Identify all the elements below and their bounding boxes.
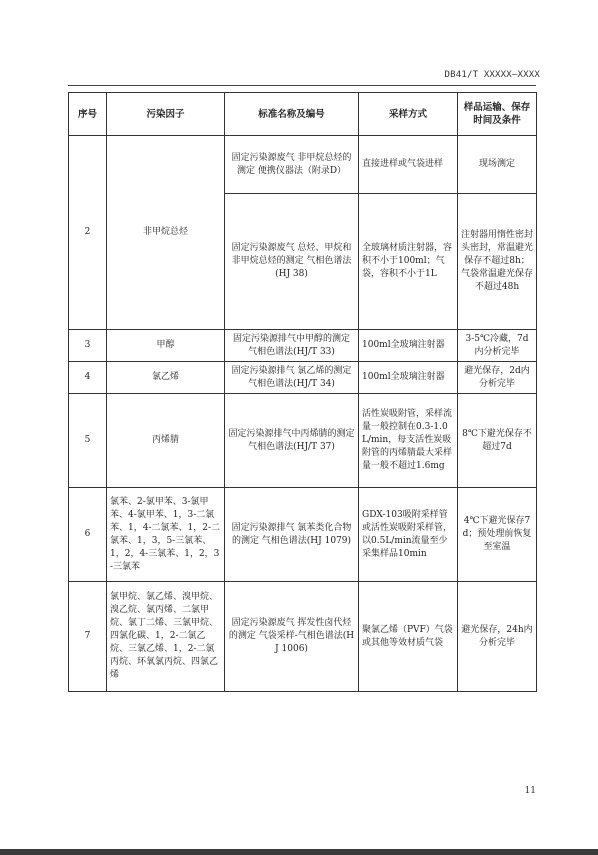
row-number: 6 (69, 488, 107, 582)
method-cell: 全玻璃材质注射器，容积不小于100ml；气袋，容积不小于1L (359, 194, 458, 330)
table-row (69, 330, 537, 362)
table-row (69, 582, 537, 692)
pollutant-cell: 氯苯、2-氯甲苯、3-氯甲苯、4-氯甲苯、1，3-二氯苯、1，4-二氯苯、1，2-二氯苯、1，3，5-三氯苯、1，2，4-三氯苯、1，2，3-三氯苯 (107, 488, 225, 582)
viewer-bottom-bar (0, 849, 598, 855)
document-code: DB41/T XXXXX—XXXX (444, 70, 540, 80)
col-header-pollutant: 污染因子 (107, 93, 225, 136)
pollutant-cell: 非甲烷总烃 (107, 136, 225, 330)
method-cell: 100ml全玻璃注射器 (359, 362, 458, 394)
standard-cell: 固定污染源排气中甲醇的测定 气相色谱法(HJ/T 33) (225, 330, 359, 362)
pollutant-cell: 氯乙烯 (107, 362, 225, 394)
standards-table (68, 92, 537, 692)
standard-cell: 固定污染源排气 氯苯类化合物的测定 气相色谱法(HJ 1079) (225, 488, 359, 582)
storage-cell: 3-5℃冷藏，7d内分析完毕 (458, 330, 537, 362)
storage-cell: 4℃下避光保存7d；预处理前恢复至室温 (458, 488, 537, 582)
col-header-standard: 标准名称及编号 (225, 93, 359, 136)
standard-cell: 固定污染源废气 非甲烷总烃的测定 便携仪器法（附录D） (225, 136, 359, 194)
method-cell: 100ml全玻璃注射器 (359, 330, 458, 362)
standard-cell: 固定污染源排气 氯乙烯的测定 气相色谱法(HJ/T 34) (225, 362, 359, 394)
storage-cell: 注射器用惰性密封头密封，常温避光保存不超过8h；气袋常温避光保存不超过48h (458, 194, 537, 330)
pollutant-cell: 氯甲烷、氯乙烯、溴甲烷、溴乙烷、氯丙烯、二氯甲烷、氯丁二烯、三氯甲烷、四氯化碳、1，2-二氯乙烷、三氯乙烯、1，2-二氯丙烷、环氧氯丙烷、四氯乙烯 (107, 582, 225, 692)
col-header-method: 采样方式 (359, 93, 458, 136)
method-cell: 直接进样或气袋进样 (359, 136, 458, 194)
table-row (69, 488, 537, 582)
storage-cell: 避光保存，2d内分析完毕 (458, 362, 537, 394)
table-header-row (69, 93, 537, 136)
storage-cell: 现场测定 (458, 136, 537, 194)
row-number: 3 (69, 330, 107, 362)
standard-cell: 固定污染源废气 总烃、甲烷和非甲烷总烃的测定 气相色谱法(HJ 38) (225, 194, 359, 330)
col-header-no: 序号 (69, 93, 107, 136)
table-row (69, 136, 537, 194)
table-row (69, 394, 537, 488)
standard-cell: 固定污染源排气中丙烯腈的测定 气相色谱法(HJ/T 37) (225, 394, 359, 488)
row-number: 2 (69, 136, 107, 330)
storage-cell: 避光保存，24h内分析完毕 (458, 582, 537, 692)
storage-cell: 8℃下避光保存不超过7d (458, 394, 537, 488)
method-cell: GDX-103吸附采样管或活性炭吸附采样管，以0.5L/min流量至少采集样品10min (359, 488, 458, 582)
page-number: 11 (524, 786, 536, 796)
method-cell: 聚氯乙烯（PVF）气袋或其他等效材质气袋 (359, 582, 458, 692)
col-header-storage: 样品运输、保存时间及条件 (458, 93, 537, 136)
pollutant-cell: 丙烯腈 (107, 394, 225, 488)
row-number: 5 (69, 394, 107, 488)
pollutant-cell: 甲醇 (107, 330, 225, 362)
standard-cell: 固定污染源废气 挥发性卤代烃的测定 气袋采样-气相色谱法(HJ 1006) (225, 582, 359, 692)
table-row (69, 362, 537, 394)
method-cell: 活性炭吸附管，采样流量一般控制在0.3-1.0L/min，每支活性炭吸附管的丙烯腈最大采样量一般不超过1.6mg (359, 394, 458, 488)
header-rule (68, 85, 536, 86)
row-number: 4 (69, 362, 107, 394)
row-number: 7 (69, 582, 107, 692)
